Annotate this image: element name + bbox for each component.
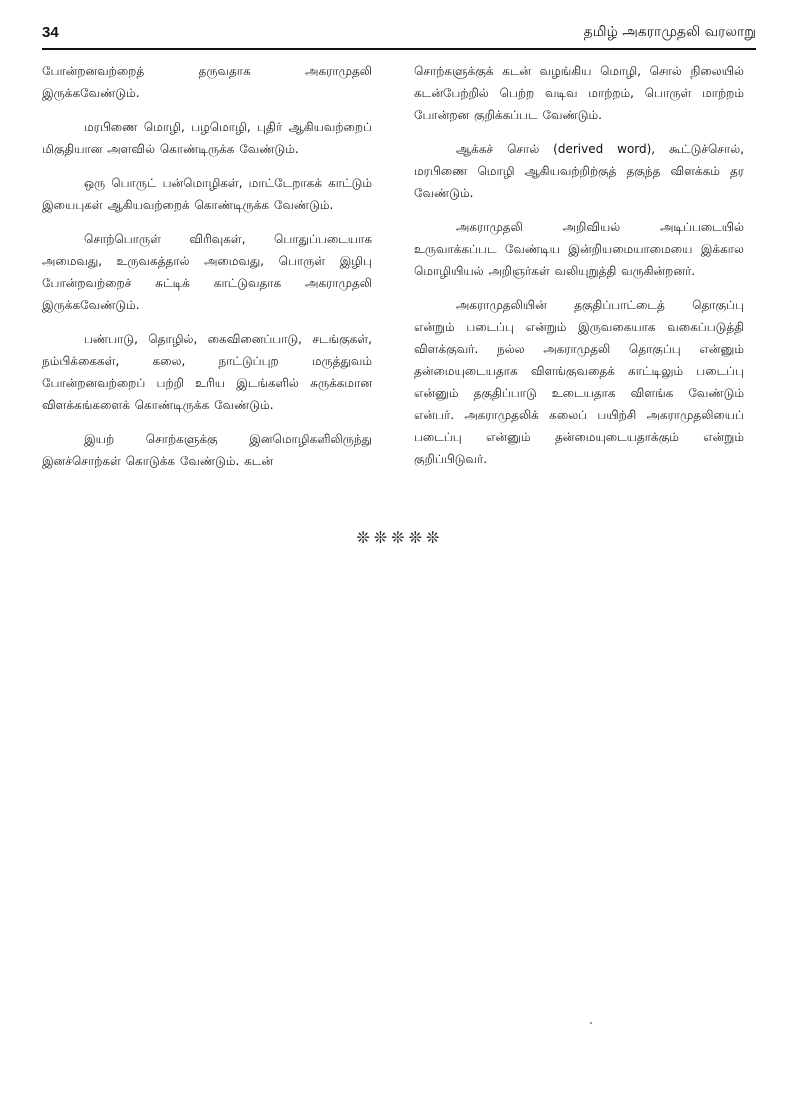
section-ornament: ❊❊❊❊❊ xyxy=(356,528,444,547)
paragraph: அகராமுதலி அறிவியல் அடிப்படையில் உருவாக்கப்பட வேண்டிய இன்றியமையாமையை இக்கால மொழியியல் அறிஞர்கள் வலியுறுத்தி வருகின்றனர். xyxy=(414,220,744,278)
text-columns xyxy=(42,60,756,500)
running-title: தமிழ் அகராமுதலி வரலாறு xyxy=(583,24,756,40)
page-number: 34 xyxy=(42,24,59,41)
paragraph: பண்பாடு, தொழில், கைவினைப்பாடு, சடங்குகள், நம்பிக்கைகள், கலை, நாட்டுப்புற மருத்துவம் போன்றனவற்றைப் பற்றி உரிய இடங்களில் சுருக்கமான விளக்கங்களைக் கொண்டிருக்க வேண்டும். xyxy=(42,332,372,412)
page-header xyxy=(42,22,756,50)
paragraph: சொற்களுக்குக் கடன் வழங்கிய மொழி, சொல் நிலையில் கடன்பேற்றில் பெற்ற வடிவ மாற்றம், பொருள் மாற்றம் போன்றன குறிக்கப்பட வேண்டும். xyxy=(414,64,744,122)
paragraph: ஆக்கச் சொல் (derived word), கூட்டுச்சொல், மரபிணை மொழி ஆகியவற்றிற்குத் தகுந்த விளக்கம் தர வேண்டும். xyxy=(414,142,744,200)
paragraph: அகராமுதலியின் தகுதிப்பாட்டைத் தொகுப்பு என்றும் படைப்பு என்றும் இருவகையாக வகைப்படுத்தி விளக்குவர். நல்ல அகராமுதலி தொகுப்பு என்னும் தன்மையுடையதாக விளங்குவதைக் காட்டிலும் படைப்பு என்னும் தகுதிப்பாடு உடையதாக விளங்க வேண்டும் என்பர். அகராமுதலிக் கலைப் பயிற்சி அகராமுதலியைப் படைப்பு என்னும் தன்மையுடையதாக்கும் என்றும் குறிப்பிடுவர். xyxy=(414,298,744,466)
paragraph: போன்றனவற்றைத் தருவதாக அகராமுதலி இருக்கவேண்டும். xyxy=(42,64,372,100)
left-column xyxy=(42,60,372,484)
paragraph: ஒரு பொருட் பன்மொழிகள், மாட்டேறாகக் காட்டும் இயைபுகள் ஆகியவற்றைக் கொண்டிருக்க வேண்டும். xyxy=(42,176,372,212)
right-column xyxy=(414,60,744,482)
scan-speck xyxy=(590,1022,592,1024)
paragraph: மரபிணை மொழி, பழமொழி, புதிர் ஆகியவற்றைப் மிகுதியான அளவில் கொண்டிருக்க வேண்டும். xyxy=(42,120,372,156)
paragraph: சொற்பொருள் விரிவுகள், பொதுப்படையாக அமைவது, உருவகத்தால் அமைவது, பொருள் இழிபு போன்றவற்றைச் சுட்டிக் காட்டுவதாக அகராமுதலி இருக்கவேண்டும். xyxy=(42,232,372,312)
paragraph: இயற் சொற்களுக்கு இனமொழிகளிலிருந்து இனச்சொற்கள் கொடுக்க வேண்டும். கடன் xyxy=(42,432,372,468)
